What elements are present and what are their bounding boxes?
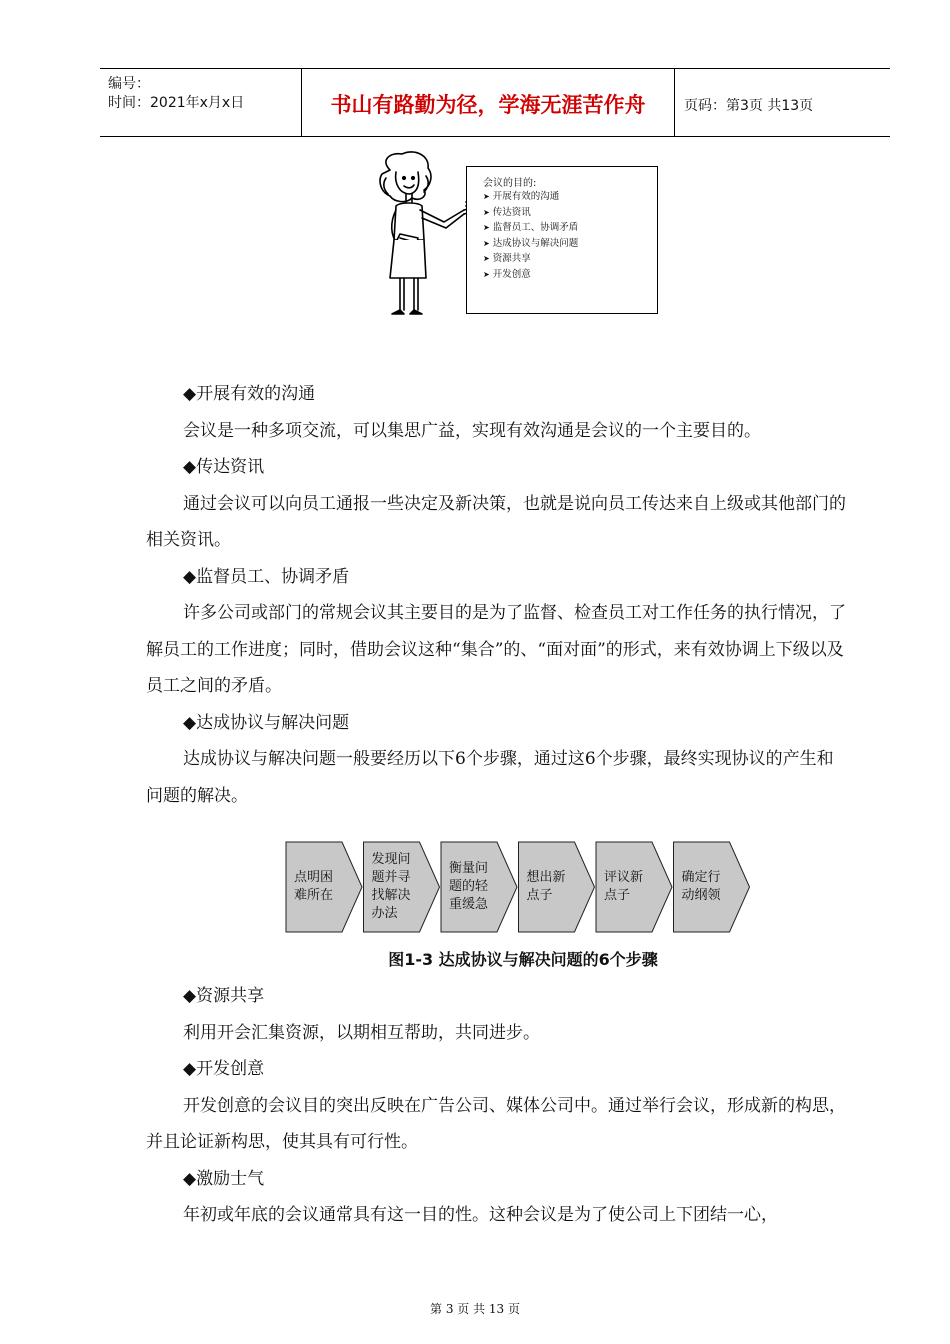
section-heading: ◆监督员工、协调矛盾 — [183, 566, 350, 587]
section-heading: ◆开发创意 — [183, 1059, 265, 1079]
arrow-bullet-icon: ➤ — [483, 269, 490, 279]
list-item: ➤ 监督员工、协调矛盾 — [483, 222, 579, 234]
flow-step-label: 衡量问 题的轻 重缓急 — [449, 861, 489, 912]
page-header — [100, 68, 890, 137]
list-item: ➤ 开发创意 — [483, 268, 531, 280]
time-label: 时间：2021年x月x日 — [108, 95, 245, 111]
list-item: ➤ 达成协议与解决问题 — [483, 237, 579, 249]
paragraph: 会议是一种多项交流，可以集思广益，实现有效沟通是会议的一个主要目的。 — [183, 420, 761, 441]
paragraph: 达成协议与解决问题一般要经历以下6个步骤，通过这6个步骤，最终实现协议的产生和问题的解决。 — [146, 749, 834, 806]
list-item: ➤ 传达资讯 — [483, 206, 531, 218]
whiteboard-title: 会议的目的: — [483, 178, 537, 189]
arrow-bullet-icon: ➤ — [483, 223, 490, 233]
arrow-bullet-icon: ➤ — [483, 192, 490, 201]
paragraph: 许多公司或部门的常规会议其主要目的是为了监督、检查员工对工作任务的执行情况，了解员工的工作进度；同时，借助会议这种“集合”的、“面对面”的形式，来有效协调上下级以及员工之间的矛盾。 — [146, 603, 846, 696]
section-heading: ◆达成协议与解决问题 — [183, 712, 350, 733]
section-heading: ◆资源共享 — [183, 986, 265, 1006]
process-flow-diagram — [146, 814, 850, 942]
arrow-bullet-icon: ➤ — [483, 254, 490, 264]
code-label: 编号： — [108, 76, 150, 92]
paragraph: 开发创意的会议目的突出反映在广告公司、媒体公司中。通过举行会议，形成新的构思，并且论证新构思，使其具有可行性。 — [146, 1095, 846, 1152]
whiteboard — [466, 166, 658, 314]
arrow-bullet-icon: ➤ — [483, 207, 490, 217]
section-heading: ◆激励士气 — [183, 1168, 265, 1189]
flow-step-label: 发现问 题并寻 找解决 办法 — [371, 852, 411, 921]
page-footer: 第 3 页 共 13 页 — [430, 1302, 520, 1316]
process-flow-svg — [146, 814, 850, 942]
flow-step-label: 点明困 难所在 — [294, 870, 334, 903]
whiteboard-list — [483, 189, 578, 283]
header-meta — [108, 75, 298, 113]
paragraph: 年初或年底的会议通常具有这一目的性。这种会议是为了使公司上下团结一心， — [183, 1205, 778, 1225]
flow-step-label: 评议新 点子 — [604, 870, 644, 903]
paragraph: 利用开会汇集资源，以期相互帮助，共同进步。 — [183, 1022, 540, 1043]
list-item: ➤ 资源共享 — [483, 253, 531, 265]
list-item: ➤ 开展有效的沟通 — [483, 191, 560, 202]
header-motto: 书山有路勤为径，学海无涯苦作舟 — [330, 93, 646, 117]
section-heading: ◆传达资讯 — [183, 457, 265, 477]
arrow-bullet-icon: ➤ — [483, 238, 490, 248]
flow-step-label: 确定行 动纲领 — [681, 870, 721, 903]
figure-caption: 图1-3 达成协议与解决问题的6个步骤 — [388, 950, 658, 969]
header-divider — [674, 69, 675, 136]
header-page-number: 页码：第3页 共13页 — [684, 98, 814, 114]
main-content — [146, 376, 850, 1234]
flow-step-label: 想出新 点子 — [526, 870, 566, 903]
paragraph: 通过会议可以向员工通报一些决定及新决策，也就是说向员工传达来自上级或其他部门的相关资讯。 — [146, 493, 846, 550]
section-heading: ◆开展有效的沟通 — [183, 384, 316, 404]
